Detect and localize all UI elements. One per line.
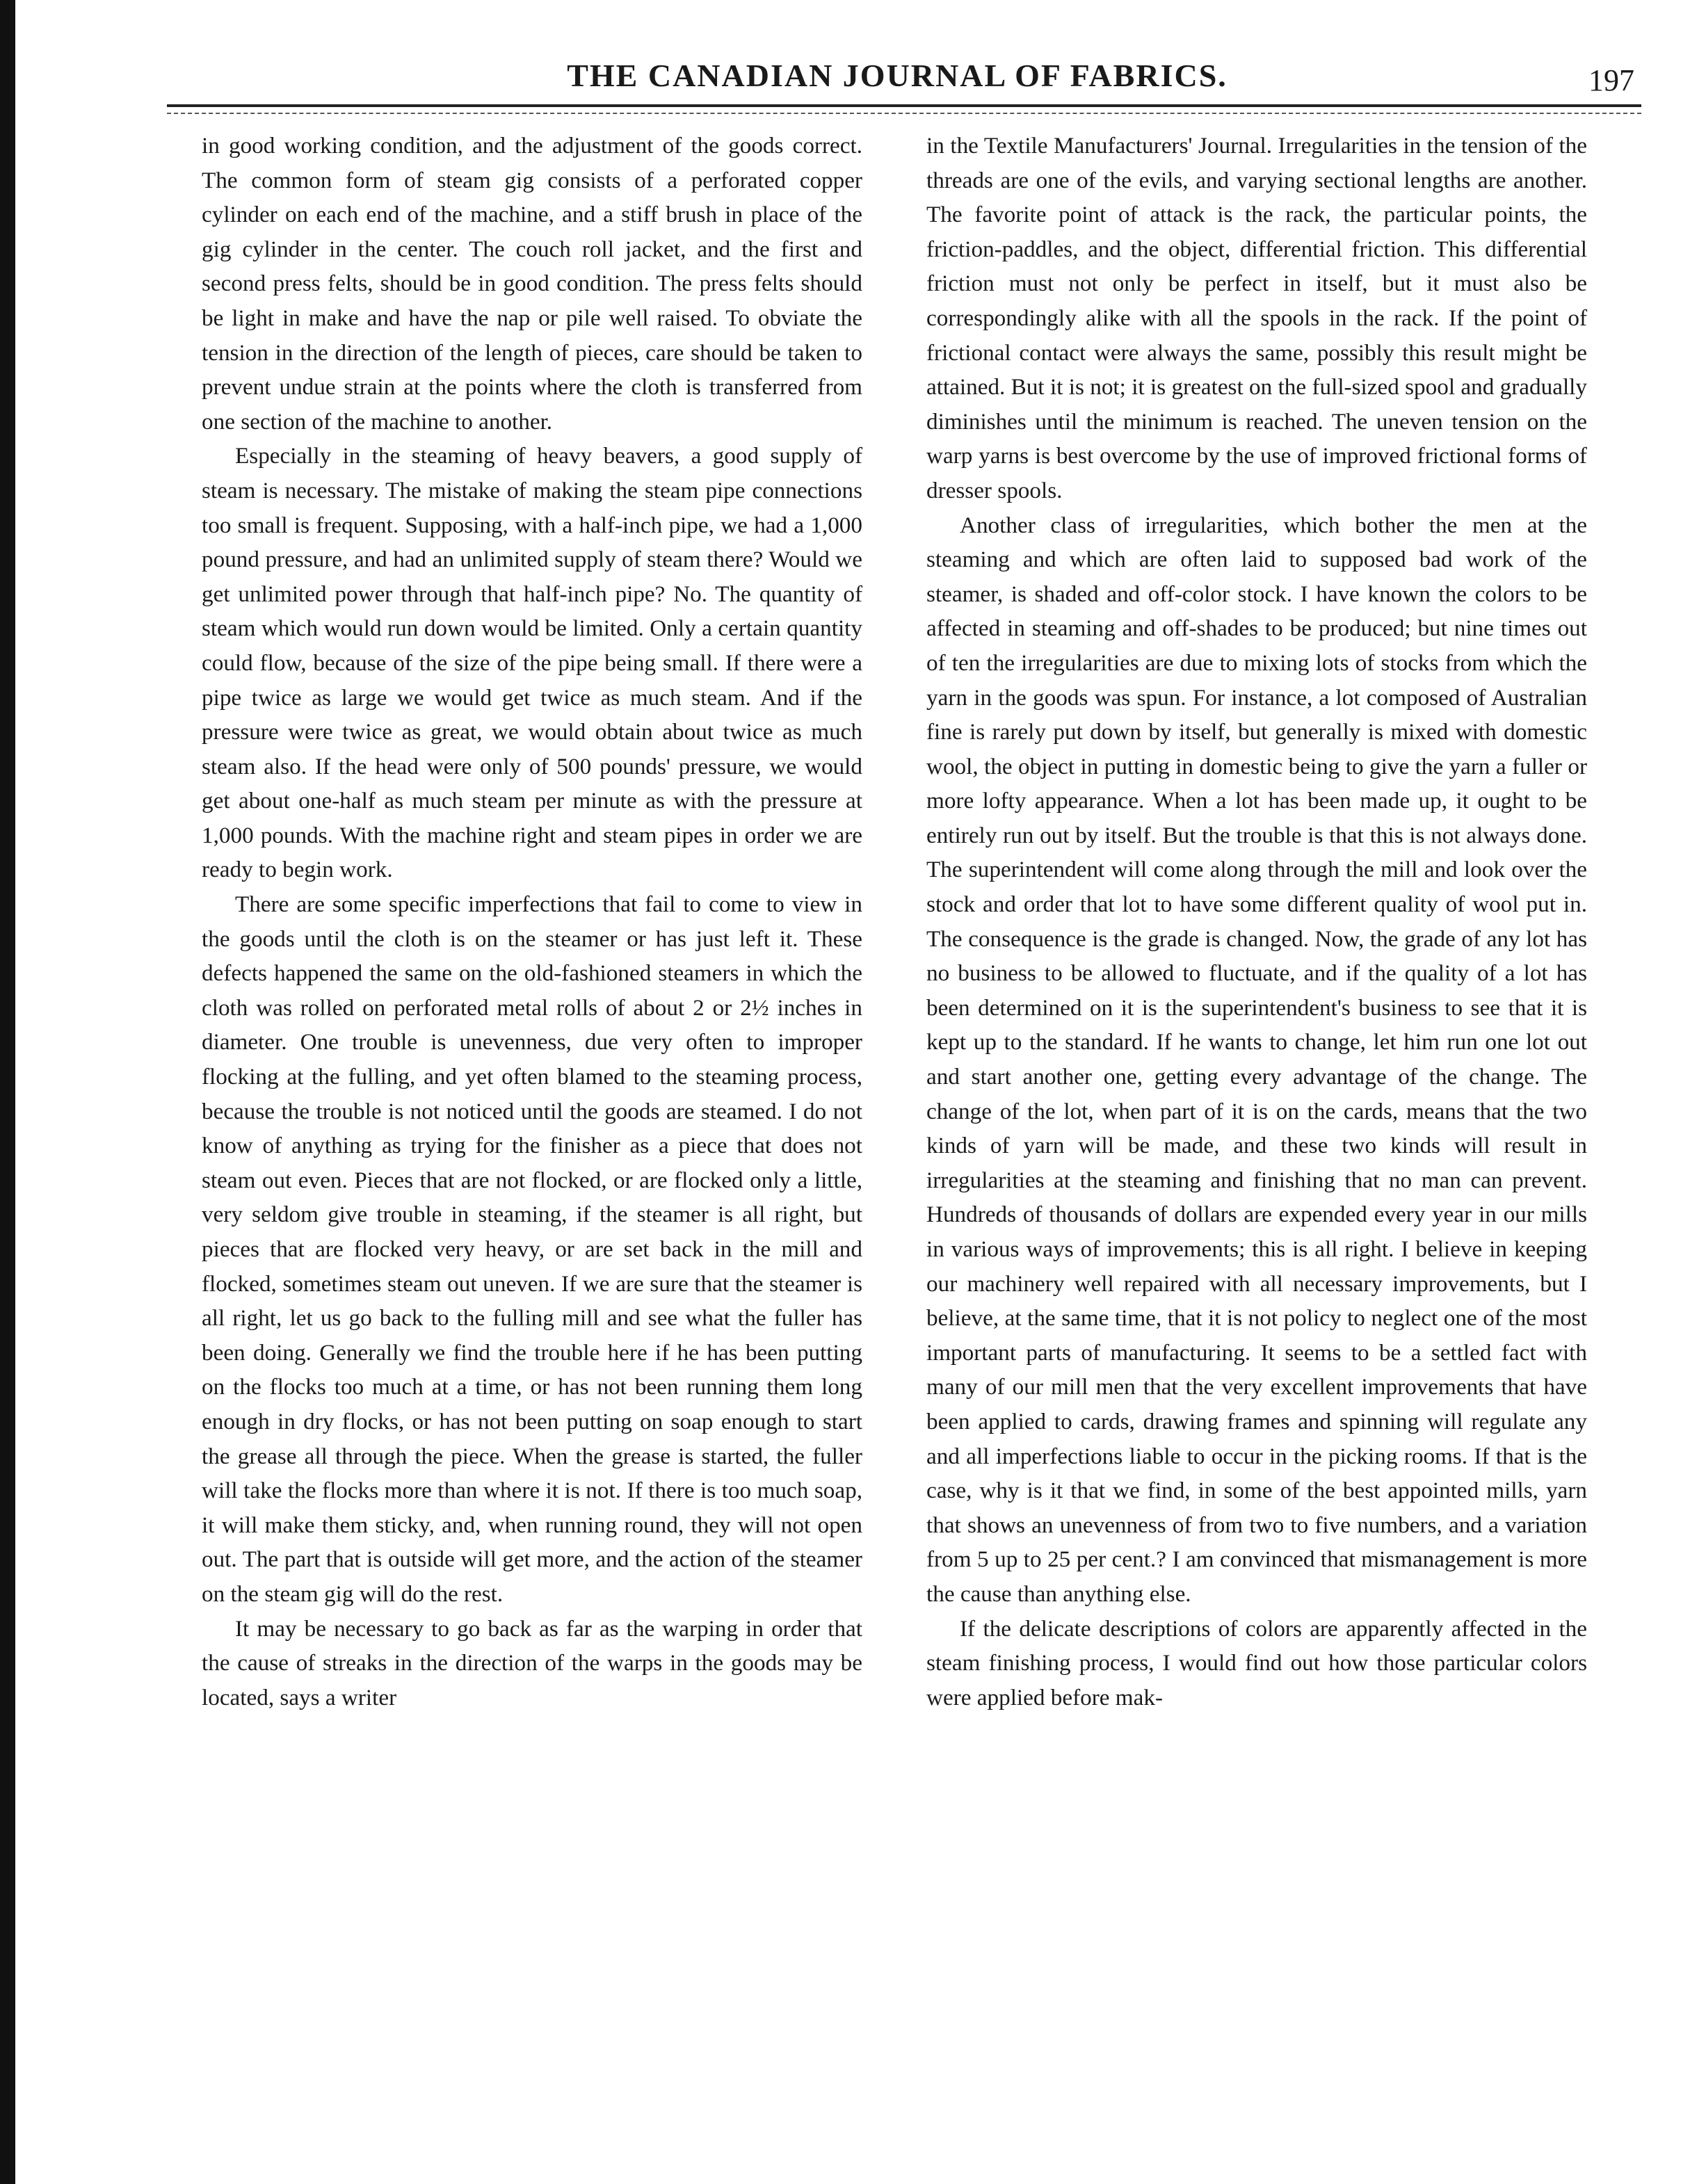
page-header	[160, 57, 1634, 106]
header-rule	[167, 104, 1641, 107]
left-paragraph-1: in good working condition, and the adjustment of the goods correct. The common form of steam gig consists of a perforated copper cylinder on each end of the machine, and a stiff brush in place of the gig cylinder in the center. The couch roll jacket, and the first and second press felts, should be in good condition. The press felts should be light in make and have the nap or pile well raised. To obviate the tension in the direction of the length of pieces, care should be taken to prevent undue strain at the points where the cloth is transferred from one section of the machine to another.	[202, 133, 862, 435]
header-rule-secondary	[167, 113, 1641, 114]
right-paragraph-1: in the Textile Manufacturers' Journal. Irregularities in the tension of the threads are one of the evils, and varying sectional lengths are another. The favorite point of attack is the rack, the particular points, the friction-paddles, and the object, differential friction. This differential friction must not only be perfect in itself, but it must also be correspondingly alike with all the spools in the rack. If the point of frictional contact were always the same, possibly this result might be attained. But it is not; it is greatest on the full-sized spool and gradually diminishes until the minimum is reached. The uneven tension on the warp yarns is best overcome by the use of improved frictional forms of dresser spools.	[926, 133, 1587, 503]
left-paragraph-4: It may be necessary to go back as far as the warping in order that the cause of streaks in the direction of the warps in the goods may be located, says a writer	[202, 1615, 862, 1710]
left-paragraph-2: Especially in the steaming of heavy beavers, a good supply of steam is necessary. The mistake of making the steam pipe connections too small is frequent. Supposing, with a half-inch pipe, we had a 1,000 pound pressure, and had an unlimited supply of steam there? Would we get unlimited power through that half-inch pipe? No. The quantity of steam which would run down would be limited. Only a certain quantity could flow, because of the size of the pipe being small. If there were a pipe twice as large we would get twice as much steam. And if the pressure were twice as great, we would obtain about twice as much steam also. If the head were only of 500 pounds' pressure, we would get about one-half as much steam per minute as with the pressure at 1,000 pounds. With the machine right and steam pipes in order we are ready to begin work.	[202, 443, 862, 883]
left-paragraph-3: There are some specific imperfections that fail to come to view in the goods until the cloth is on the steamer or has just left it. These defects happened the same on the old-fashioned steamers in which the cloth was rolled on perforated metal rolls of about 2 or 2½ inches in diameter. One trouble is unevenness, due very often to improper flocking at the fulling, and yet often blamed to the steaming process, because the trouble is not noticed until the goods are steamed. I do not know of anything as trying for the finisher as a piece that does not steam out even. Pieces that are not flocked, or are flocked only a little, very seldom give trouble in steaming, if the steamer is all right, but pieces that are flocked very heavy, or are set back in the mill and flocked, sometimes steam out uneven. If we are sure that the steamer is all right, let us go back to the fulling mill and see what the fuller has been doing. Generally we find the trouble here if he has been putting on the flocks too much at a time, or has not been running them long enough in dry flocks, or has not been putting on soap enough to start the grease all through the piece. When the grease is started, the fuller will take the flocks more than where it is not. If there is too much soap, it will make them sticky, and, when running round, they will not open out. The part that is outside will get more, and the action of the steamer on the steam gig will do the rest.	[202, 891, 862, 1607]
left-column	[202, 129, 862, 1715]
right-column	[926, 129, 1587, 1715]
right-paragraph-2: Another class of irregularities, which bother the men at the steaming and which are often laid to supposed bad work of the steamer, is shaded and off-color stock. I have known the colors to be affected in steaming and off-shades to be produced; but nine times out of ten the irregularities are due to mixing lots of stocks from which the yarn in the goods was spun. For instance, a lot composed of Australian fine is rarely put down by itself, but generally is mixed with domestic wool, the object in putting in domestic being to give the yarn a fuller or more lofty appearance. When a lot has been made up, it ought to be entirely run out by itself. But the trouble is that this is not always done. The superintendent will come along through the mill and look over the stock and order that lot to have some different quality of wool put in. The consequence is the grade is changed. Now, the grade of any lot has no business to be allowed to fluctuate, and if the quality of a lot has been determined on it is the superintendent's business to see that it is kept up to the standard. If he wants to change, let him run one lot out and start another one, getting every advantage of the change. The change of the lot, when part of it is on the cards, means that the two kinds of yarn will be made, and these two kinds will result in irregularities at the steaming and finishing that no man can prevent. Hundreds of thousands of dollars are expended every year in our mills in various ways of improvements; this is all right. I believe in keeping our machinery well repaired with all necessary improvements, but I believe, at the same time, that it is not policy to neglect one of the most important parts of manufacturing. It seems to be a settled fact with many of our mill men that the very excellent improvements that have been applied to cards, drawing frames and spinning will regulate any and all imperfections liable to occur in the picking rooms. If that is the case, why is it that we find, in some of the best appointed mills, yarn that shows an unevenness of from two to five numbers, and a variation from 5 up to 25 per cent.? I am convinced that mismanagement is more the cause than anything else.	[926, 512, 1587, 1607]
scan-edge	[0, 0, 15, 2184]
right-paragraph-3: If the delicate descriptions of colors are apparently affected in the steam finishing process, I would find out how those particular colors were applied before mak-	[926, 1615, 1587, 1710]
journal-title: THE CANADIAN JOURNAL OF FABRICS.	[567, 58, 1228, 93]
page-number: 197	[1588, 63, 1634, 97]
